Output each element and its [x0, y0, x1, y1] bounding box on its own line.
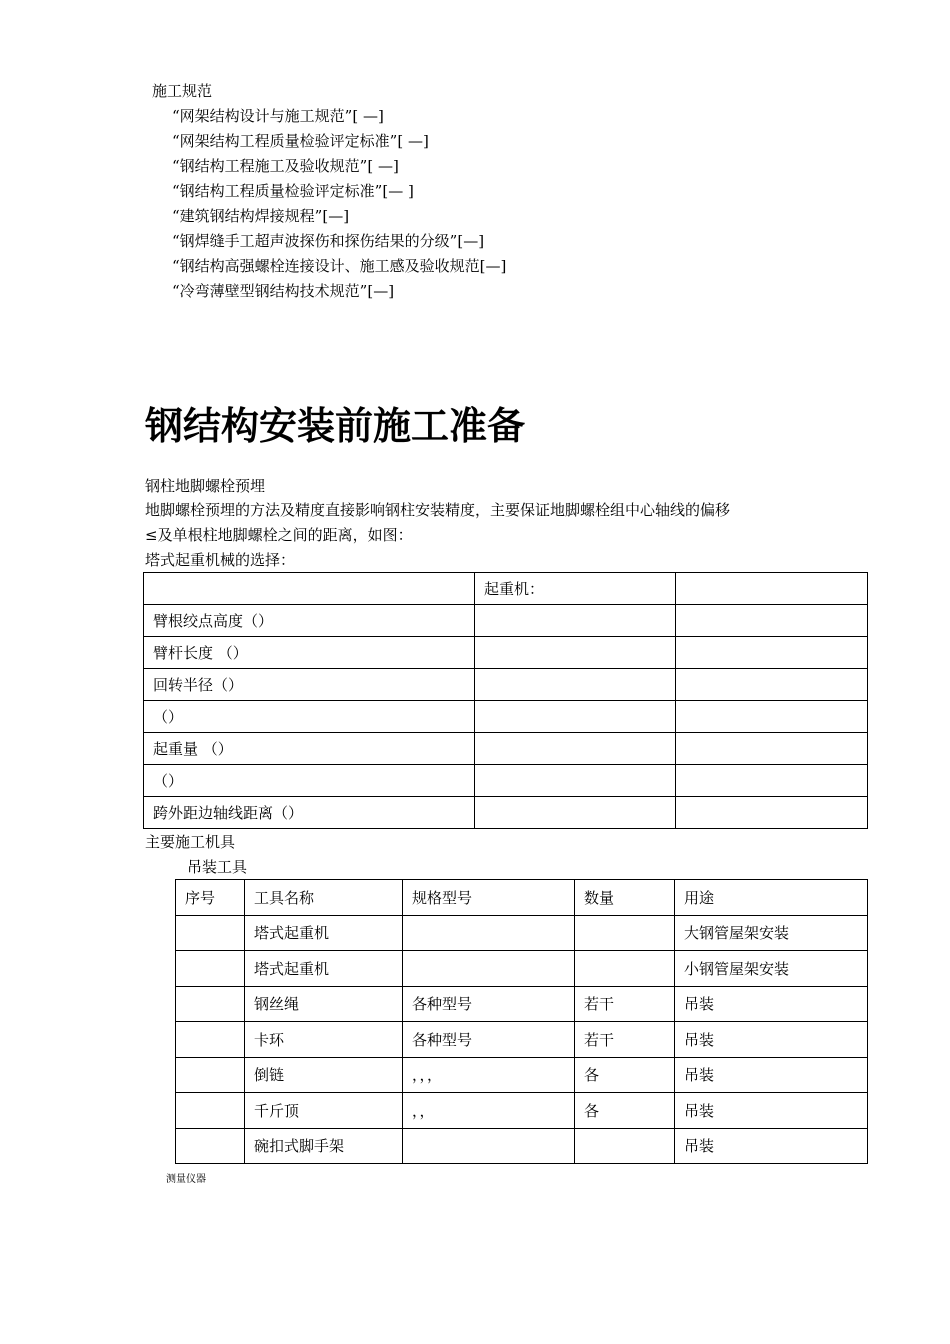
table-cell [676, 701, 868, 733]
table-cell: （） [144, 765, 475, 797]
table-cell: 吊装 [675, 1057, 868, 1093]
table-row [176, 1022, 868, 1058]
lifting-tools-table [175, 879, 868, 1164]
column-header: 用途 [675, 880, 868, 916]
table-cell [144, 573, 475, 605]
table-cell [475, 797, 676, 829]
paragraph-line: 地脚螺栓预埋的方法及精度直接影响钢柱安装精度，主要保证地脚螺栓组中心轴线的偏移 [145, 501, 731, 519]
table-cell: ，， [403, 1093, 575, 1129]
table-row [144, 669, 868, 701]
table-cell [176, 951, 245, 987]
table-row [144, 765, 868, 797]
table-cell: 小钢管屋架安装 [675, 951, 868, 987]
standard-item: “钢结构高强螺栓连接设计、施工感及验收规范[—] [172, 257, 507, 275]
standard-item: “钢焊缝手工超声波探伤和探伤结果的分级”[—] [172, 232, 485, 250]
tools-subheading: 吊装工具 [187, 858, 248, 876]
table-row [176, 1128, 868, 1164]
table-cell [176, 986, 245, 1022]
table-cell [176, 915, 245, 951]
table-row [144, 701, 868, 733]
table-cell: 吊装 [675, 1022, 868, 1058]
table-cell: 塔式起重机 [245, 915, 403, 951]
table-cell [475, 701, 676, 733]
table-cell [676, 637, 868, 669]
table-cell [475, 605, 676, 637]
table-row [144, 797, 868, 829]
table-row [176, 951, 868, 987]
table-cell: 起重量 （） [144, 733, 475, 765]
table-cell: 若干 [575, 986, 675, 1022]
table-cell [475, 669, 676, 701]
table-cell: 吊装 [675, 1093, 868, 1129]
table-cell [176, 1057, 245, 1093]
standard-item: “钢结构工程施工及验收规范”[ —] [172, 157, 399, 175]
table-cell [575, 951, 675, 987]
section-title: 钢结构安装前施工准备 [145, 404, 526, 448]
standard-item: “网架结构工程质量检验评定标准”[ —] [172, 132, 429, 150]
table-row [144, 733, 868, 765]
column-header: 序号 [176, 880, 245, 916]
table-cell [676, 797, 868, 829]
table-cell: 塔式起重机 [245, 951, 403, 987]
table-cell [176, 1093, 245, 1129]
table-cell [475, 637, 676, 669]
column-header: 工具名称 [245, 880, 403, 916]
table-cell [475, 733, 676, 765]
column-header: 数量 [575, 880, 675, 916]
standards-heading: 施工规范 [152, 82, 213, 100]
table-cell: ，，， [403, 1057, 575, 1093]
table-row [144, 637, 868, 669]
table-cell: 吊装 [675, 1128, 868, 1164]
table-cell: 大钢管屋架安装 [675, 915, 868, 951]
anchor-heading: 钢柱地脚螺栓预埋 [145, 477, 266, 495]
table-cell: 跨外距边轴线距离（） [144, 797, 475, 829]
table-cell [575, 915, 675, 951]
table-cell: 吊装 [675, 986, 868, 1022]
table-cell [403, 915, 575, 951]
table-cell: 钢丝绳 [245, 986, 403, 1022]
table-cell [676, 669, 868, 701]
standard-item: “冷弯薄壁型钢结构技术规范”[—] [172, 282, 395, 300]
tools-heading: 主要施工机具 [145, 833, 236, 851]
table-cell: 碗扣式脚手架 [245, 1128, 403, 1164]
table-cell: 卡环 [245, 1022, 403, 1058]
table-cell [403, 1128, 575, 1164]
table-header-row [144, 573, 868, 605]
table-cell [676, 573, 868, 605]
table-cell [403, 951, 575, 987]
table-row [176, 1093, 868, 1129]
paragraph-line: ≤及单根柱地脚螺栓之间的距离，如图： [145, 526, 413, 544]
table-cell [176, 1128, 245, 1164]
table-cell: 千斤顶 [245, 1093, 403, 1129]
standard-item: “钢结构工程质量检验评定标准”[— ] [172, 182, 414, 200]
table-cell: （） [144, 701, 475, 733]
table-row [176, 986, 868, 1022]
table-cell: 各种型号 [403, 1022, 575, 1058]
table-cell [176, 1022, 245, 1058]
footer-note: 测量仪器 [166, 1174, 206, 1185]
table-cell: 臂杆长度 （） [144, 637, 475, 669]
table-row [144, 605, 868, 637]
crane-heading: 塔式起重机械的选择： [145, 551, 296, 569]
table-cell: 各种型号 [403, 986, 575, 1022]
table-row [176, 1057, 868, 1093]
table-cell: 若干 [575, 1022, 675, 1058]
table-cell: 各 [575, 1057, 675, 1093]
table-cell [676, 765, 868, 797]
table-cell: 各 [575, 1093, 675, 1129]
table-cell: 回转半径（） [144, 669, 475, 701]
standard-item: “建筑钢结构焊接规程”[—] [172, 207, 350, 225]
table-cell [676, 733, 868, 765]
table-cell: 臂根绞点高度（） [144, 605, 475, 637]
standard-item: “网架结构设计与施工规范”[ —] [172, 107, 384, 125]
table-cell [676, 605, 868, 637]
column-header: 规格型号 [403, 880, 575, 916]
crane-selection-table [143, 572, 868, 829]
table-header-row [176, 880, 868, 916]
table-cell: 起重机： [475, 573, 676, 605]
table-row [176, 915, 868, 951]
table-cell [475, 765, 676, 797]
table-cell [575, 1128, 675, 1164]
table-cell: 倒链 [245, 1057, 403, 1093]
